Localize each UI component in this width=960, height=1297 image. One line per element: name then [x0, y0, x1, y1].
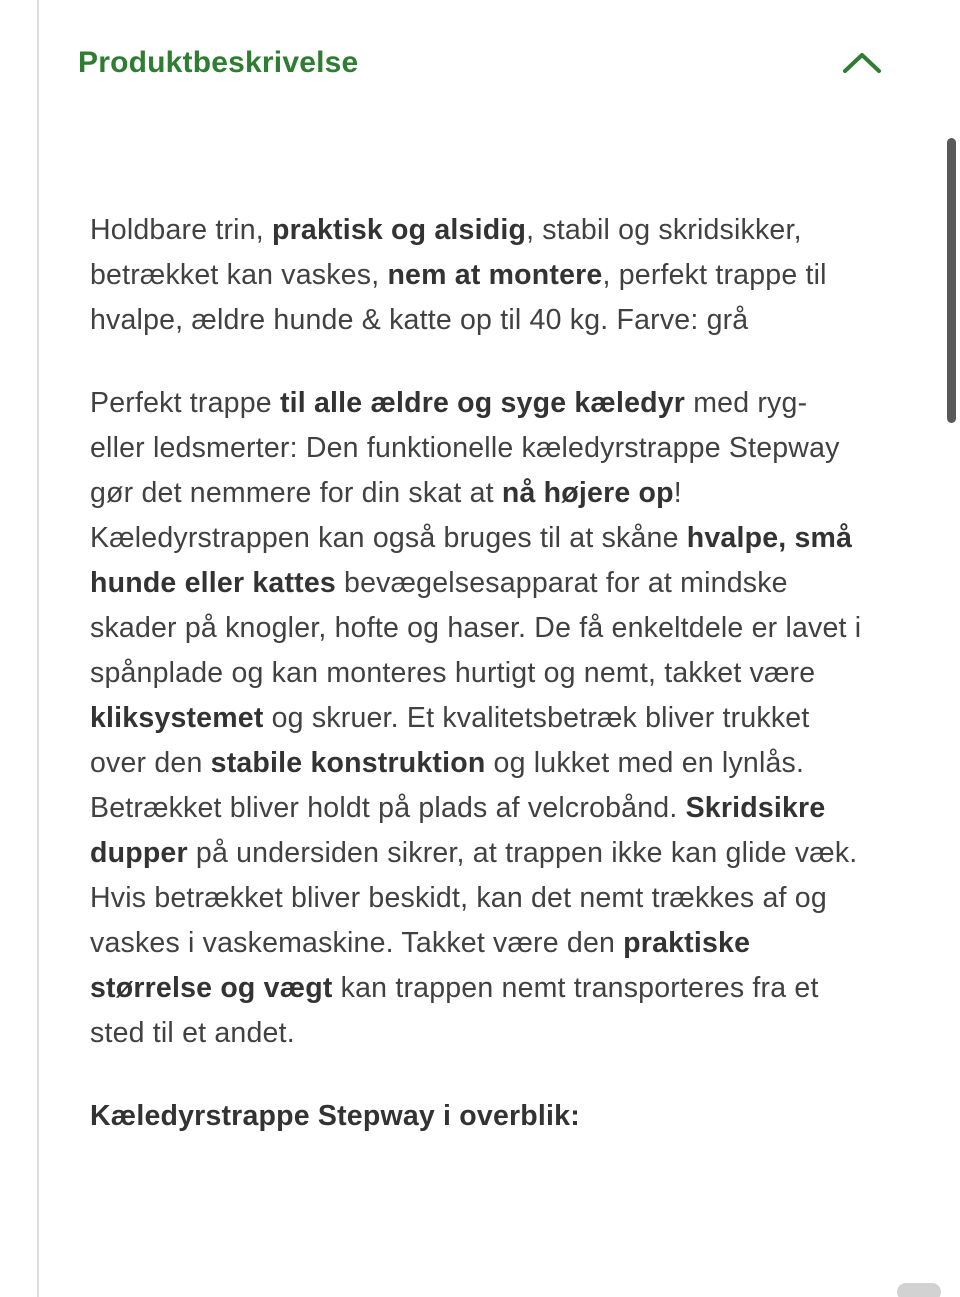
- bold-text-run: til alle ældre og syge kæledyr: [279, 387, 686, 419]
- text-run: Perfekt trappe: [90, 387, 280, 419]
- bold-text-run: nem at montere: [387, 259, 603, 291]
- text-run: , perfekt trappe til hvalpe, ældre hunde & katte op til 40 kg. Farve: grå: [90, 259, 827, 336]
- scrollbar-thumb[interactable]: [947, 138, 956, 423]
- text-run: bevægelsesapparat for at mindske skader på knogler, hofte og haser. De få enkeltdele er lavet i spånplade og kan monteres hurtigt og nemt, takket være: [90, 567, 862, 689]
- bold-text-run: praktisk og alsidig: [272, 214, 527, 246]
- bold-text-run: praktiske størrelse og vægt: [90, 927, 751, 1004]
- paragraph-heading: [90, 1094, 865, 1139]
- text-run: ! Kæledyrstrappen kan også bruges til at skåne: [90, 477, 687, 554]
- bold-text-run: Kæledyrstrappe Stepway i overblik:: [90, 1100, 580, 1132]
- description-body: [90, 208, 865, 1139]
- bold-text-run: nå højere op: [501, 477, 674, 509]
- paragraph: [90, 208, 865, 343]
- bold-text-run: stabile konstruktion: [210, 747, 486, 779]
- text-run: , stabil og skridsikker, betrækket kan vaskes,: [90, 214, 802, 291]
- text-run: Holdbare trin,: [90, 214, 273, 246]
- paragraph: [90, 381, 865, 1056]
- section-title: Produktbeskrivelse: [78, 46, 359, 79]
- product-description-header[interactable]: [0, 0, 960, 80]
- vertical-scrollbar[interactable]: [944, 0, 960, 1297]
- text-run: på undersiden sikrer, at trappen ikke kan glide væk. Hvis betrækket bliver beskidt, kan det nemt trækkes af og vaskes i vaskemaskine. Takket være den: [90, 837, 858, 959]
- text-run: og lukket med en lynlås. Betrækket bliver holdt på plads af velcrobånd.: [90, 747, 805, 824]
- secondary-scrollbar-thumb[interactable]: [897, 1283, 941, 1297]
- text-run: kan trappen nemt transporteres fra et sted til et andet.: [90, 972, 819, 1049]
- bold-text-run: Skridsikre dupper: [90, 792, 826, 869]
- bold-text-run: hvalpe, små hunde eller kattes: [90, 522, 853, 599]
- chevron-up-icon[interactable]: [842, 50, 882, 76]
- text-run: med ryg- eller ledsmerter: Den funktionelle kæledyrstrappe Stepway gør det nemmere for din skat at: [90, 387, 840, 509]
- bold-text-run: kliksystemet: [90, 702, 264, 734]
- text-run: og skruer. Et kvalitetsbetræk bliver trukket over den: [90, 702, 810, 779]
